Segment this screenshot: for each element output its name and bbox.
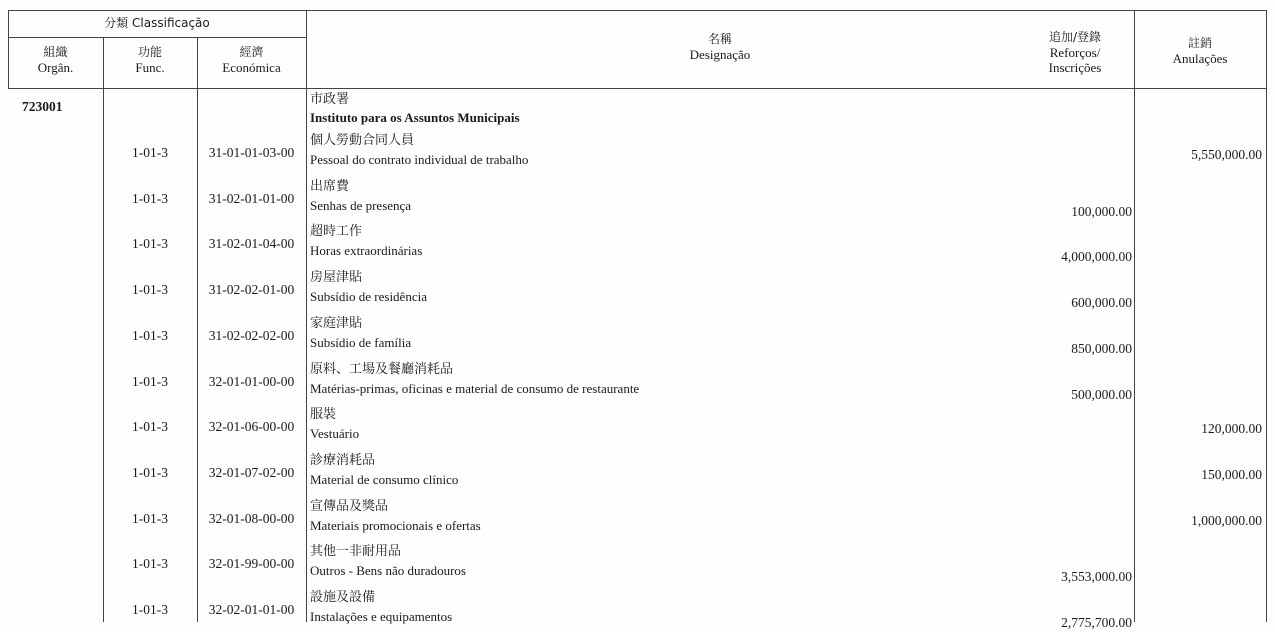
func-code: 1-01-3 xyxy=(132,145,168,160)
header-classificacao: 分類 Classificação xyxy=(104,16,210,30)
func-code: 1-01-3 xyxy=(132,465,168,480)
designation-pt: Material de consumo clínico xyxy=(310,472,459,487)
designation-pt: Senhas de presença xyxy=(310,198,412,213)
econ-code: 32-01-08-00-00 xyxy=(208,511,295,526)
organ-name-pt: Instituto para os Assuntos Municipais xyxy=(310,110,520,125)
header-anul-zh: 註銷 xyxy=(1187,36,1212,50)
anulacoes-value: 1,000,000.00 xyxy=(1191,513,1262,528)
func-code: 1-01-3 xyxy=(132,556,168,571)
func-code: 1-01-3 xyxy=(132,602,168,617)
designation-pt: Matérias-primas, oficinas e material de consumo de restaurante xyxy=(310,381,640,396)
econ-code: 31-02-01-01-00 xyxy=(208,191,295,206)
designation-zh: 診療消耗品 xyxy=(310,453,376,468)
header-func-zh: 功能 xyxy=(137,45,162,59)
header-reforcos-zh: 追加/登錄 xyxy=(1048,30,1102,44)
reforcos-value: 4,000,000.00 xyxy=(1061,249,1132,264)
econ-code: 32-01-99-00-00 xyxy=(208,556,295,571)
organ-code: 723001 xyxy=(22,99,63,114)
designation-zh: 服裝 xyxy=(310,407,337,422)
header-organ xyxy=(8,45,103,75)
header-organ-pt: Orgân. xyxy=(37,60,74,75)
anulacoes-value: 150,000.00 xyxy=(1201,467,1262,482)
designation-zh: 原料、工場及餐廳消耗品 xyxy=(310,362,454,377)
designation-pt: Horas extraordinárias xyxy=(310,243,423,258)
header-reforcos-pt1: Reforços/ xyxy=(1049,45,1101,60)
func-code: 1-01-3 xyxy=(132,419,168,434)
designation-pt: Vestuário xyxy=(310,426,360,441)
func-code: 1-01-3 xyxy=(132,328,168,343)
designation-pt: Subsídio de família xyxy=(310,335,412,350)
col-border-desig-reforcos xyxy=(1134,10,1135,622)
designation-zh: 其他一非耐用品 xyxy=(310,544,402,559)
header-reforcos-pt2: Inscrições xyxy=(1048,60,1102,75)
designation-zh: 超時工作 xyxy=(310,224,363,239)
header-desig-zh: 名稱 xyxy=(707,32,732,46)
header-desig-pt: Designação xyxy=(689,47,751,62)
econ-code: 31-02-01-04-00 xyxy=(208,236,295,251)
col-border-econ-desig xyxy=(306,10,307,622)
reforcos-value: 500,000.00 xyxy=(1071,387,1132,402)
designation-zh: 設施及設備 xyxy=(310,590,376,605)
designation-pt: Subsídio de residência xyxy=(310,289,427,304)
header-top-rule xyxy=(8,10,1267,11)
func-code: 1-01-3 xyxy=(132,191,168,206)
func-code: 1-01-3 xyxy=(132,511,168,526)
econ-code: 32-01-06-00-00 xyxy=(208,419,295,434)
anulacoes-value: 120,000.00 xyxy=(1201,421,1262,436)
header-econ xyxy=(197,45,306,75)
reforcos-value: 600,000.00 xyxy=(1071,295,1132,310)
econ-code: 32-01-07-02-00 xyxy=(208,465,295,480)
designation-zh: 家庭津貼 xyxy=(310,316,363,331)
designation-pt: Outros - Bens não duradouros xyxy=(310,563,466,578)
header-func xyxy=(103,45,197,75)
header-econ-pt: Económica xyxy=(222,60,281,75)
econ-code: 32-02-01-01-00 xyxy=(208,602,295,617)
econ-code: 31-02-02-02-00 xyxy=(208,328,295,343)
econ-code: 31-01-01-03-00 xyxy=(208,145,295,160)
anulacoes-value: 5,550,000.00 xyxy=(1191,147,1262,162)
header-anul-pt: Anulações xyxy=(1172,51,1228,66)
designation-zh: 宣傳品及獎品 xyxy=(310,499,389,514)
reforcos-value: 2,775,700.00 xyxy=(1061,615,1132,630)
designation-zh: 房屋津貼 xyxy=(310,270,363,285)
designation-pt: Materiais promocionais e ofertas xyxy=(310,518,481,533)
col-border-right xyxy=(1266,10,1267,622)
reforcos-value: 3,553,000.00 xyxy=(1061,569,1132,584)
reforcos-value: 100,000.00 xyxy=(1071,204,1132,219)
header-func-pt: Func. xyxy=(135,60,165,75)
designation-zh: 個人勞動合同人員 xyxy=(310,133,415,148)
func-code: 1-01-3 xyxy=(132,236,168,251)
designation-zh: 出席費 xyxy=(310,179,350,194)
designation-pt: Instalações e equipamentos xyxy=(310,609,453,624)
econ-code: 31-02-02-01-00 xyxy=(208,282,295,297)
classification-divider xyxy=(8,37,306,38)
header-reforcos xyxy=(1020,30,1130,75)
econ-code: 32-01-01-00-00 xyxy=(208,374,295,389)
header-anulacoes xyxy=(1134,36,1266,66)
header-organ-zh: 組織 xyxy=(43,45,68,59)
header-econ-zh: 經濟 xyxy=(239,45,264,59)
func-code: 1-01-3 xyxy=(132,282,168,297)
header-designacao xyxy=(306,32,1134,62)
designation-pt: Pessoal do contrato individual de trabalho xyxy=(310,152,529,167)
organ-name-zh: 市政署 xyxy=(310,92,350,107)
reforcos-value: 850,000.00 xyxy=(1071,341,1132,356)
func-code: 1-01-3 xyxy=(132,374,168,389)
